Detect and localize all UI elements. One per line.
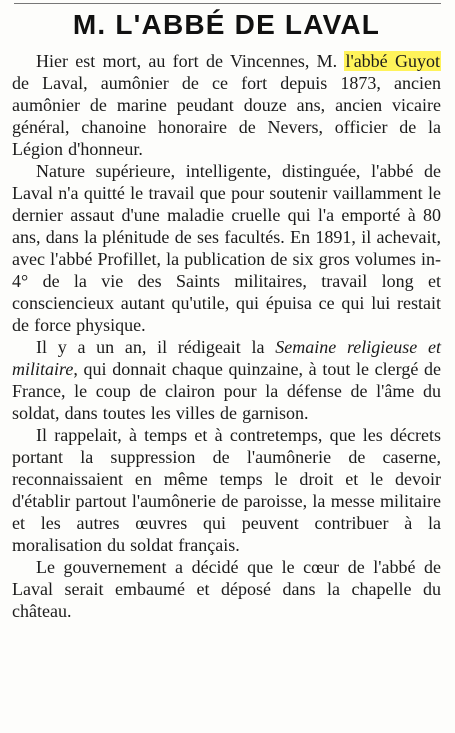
paragraph-1-before: Hier est mort, au fort de Vincennes, M. xyxy=(36,51,345,71)
article-title: M. L'ABBÉ DE LAVAL xyxy=(72,9,381,40)
paragraph-4: Il rappelait, à temps et à contretemps, que les décrets portant la suppression de l'aumônerie de caserne, reconnaissaient en même temps le droit et le devoir d'établir partout l'aumônerie de paroisse, la messe militaire et les autres œuvres qui peuvent contribuer à la moralisation du soldat français. xyxy=(12,425,441,555)
paragraph-3 xyxy=(12,336,441,424)
paragraph-5: Le gouvernement a décidé que le cœur de l'abbé de Laval serait embaumé et déposé dans la chapelle du château. xyxy=(12,557,441,621)
paragraph-2: Nature supérieure, intelligente, distinguée, l'abbé de Laval n'a quitté le travail que pour soutenir vaillamment le dernier assaut d'une maladie cruelle qui l'a emporté à 80 ans, dans la plénitude de ses facultés. En 1891, il achevait, avec l'abbé Profillet, la publication de six gros volumes in-4° de la vie des Saints militaires, travail long et consciencieux autant qu'utile, qui épuisa ce qui lui restait de force physique. xyxy=(12,161,441,335)
highlighted-name: l'abbé Guyot xyxy=(345,51,440,71)
paragraph-3-after: , qui donnait chaque quinzaine, à tout le clergé de France, le coup de clairon pour la défense de l'âme du soldat, dans toutes les villes de garnison. xyxy=(12,359,441,423)
publication-title: Semaine religieuse et militaire xyxy=(12,337,442,379)
paragraph-3-before: Il y a un an, il rédigeait la xyxy=(36,337,276,357)
paragraph-1 xyxy=(12,50,441,160)
article-body xyxy=(12,50,441,622)
top-rule xyxy=(14,3,441,4)
paragraph-1-after: de Laval, aumônier de ce fort depuis 1873, ancien aumônier de marine peudant douze ans, ancien vicaire général, chanoine honoraire de Nevers, officier de la Légion d'honneur. xyxy=(12,73,441,159)
